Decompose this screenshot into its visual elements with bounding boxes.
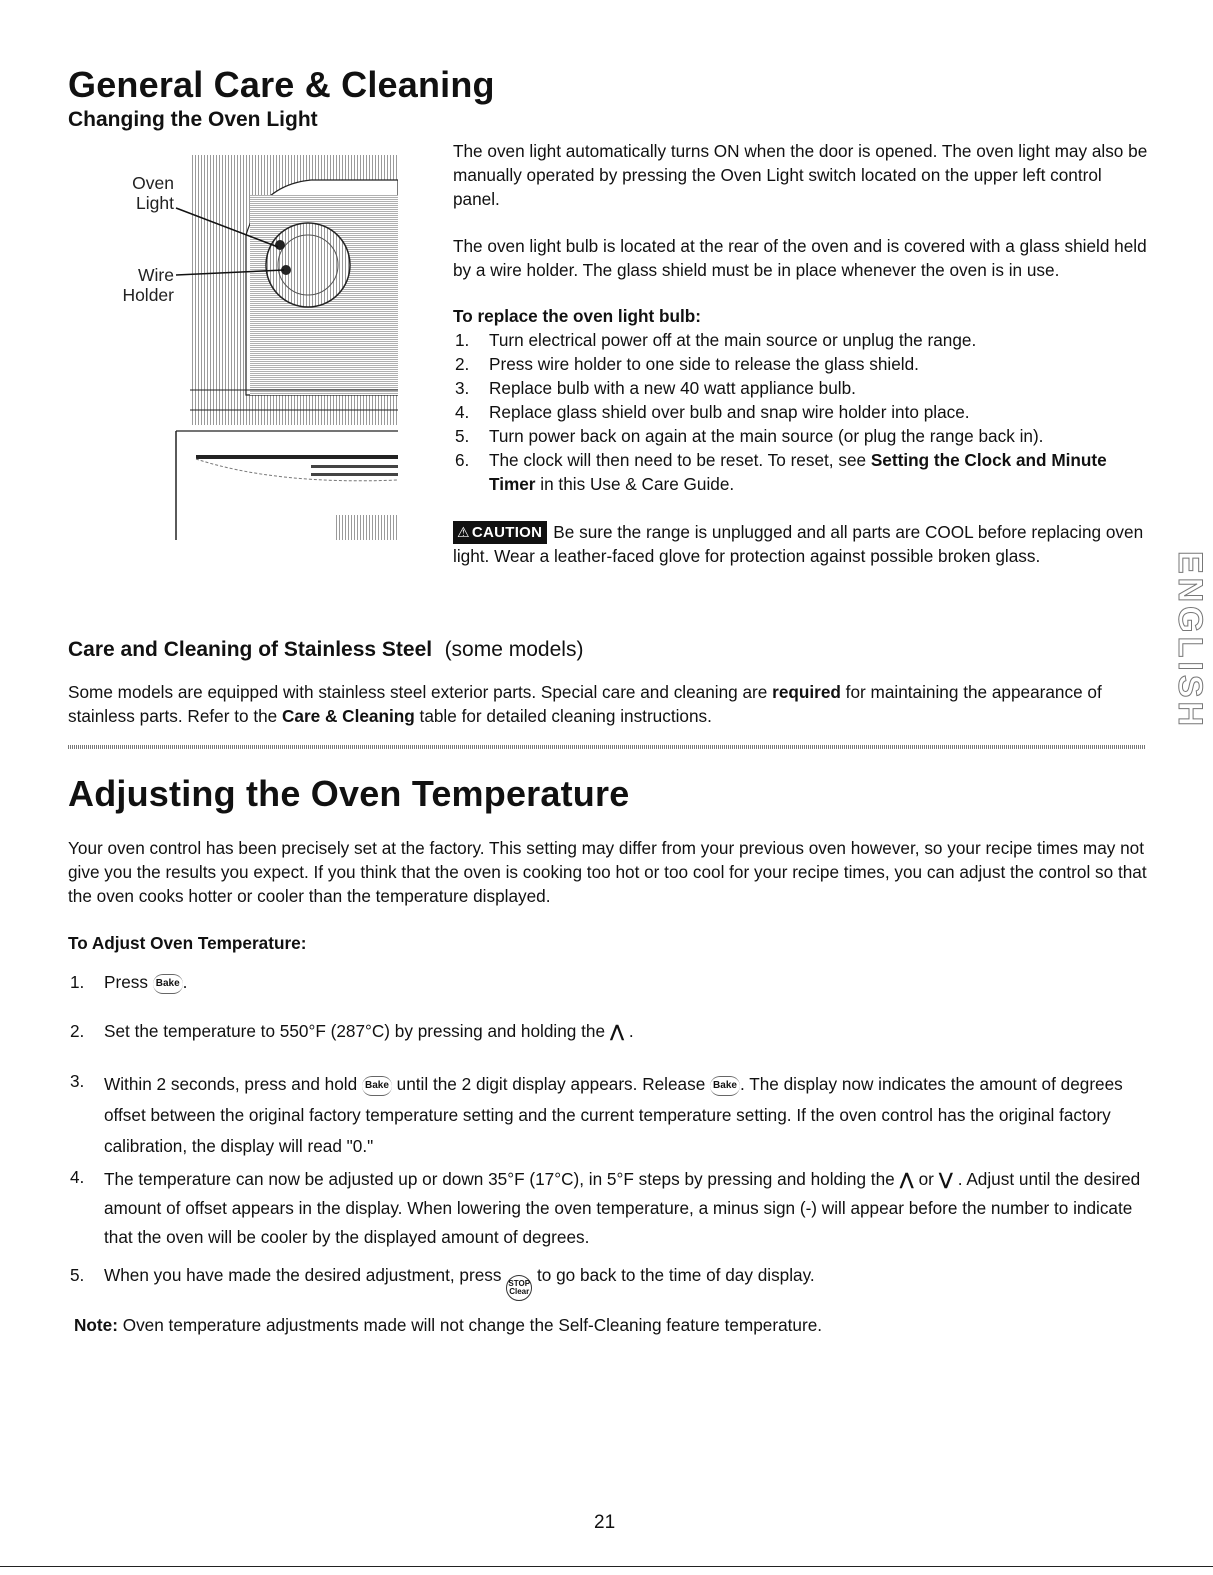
adjust-note: Note: Oven temperature adjustments made will not change the Self-Cleaning feature temperature. <box>74 1315 823 1335</box>
bake-button-icon: Bake <box>710 1076 740 1096</box>
oven-light-label: Oven Light <box>132 173 174 213</box>
list-item: 2. Press wire holder to one side to release the glass shield. <box>455 354 919 374</box>
up-arrow-icon: ⋀ <box>609 1022 625 1041</box>
caution-badge: ⚠ CAUTION <box>453 521 547 544</box>
stainless-heading: Care and Cleaning of Stainless Steel <box>68 638 433 661</box>
adjust-step-1: 1. Press Bake . <box>70 972 188 992</box>
bake-button-icon: Bake <box>153 974 183 994</box>
adjust-step-3: 3. Within 2 seconds, press and hold Bake until the 2 digit display appears. Release Bake . The display now indicates the amount of degrees offset between the original factory temperature setting and the current temperature setting. If the oven control has the original factory calibration, the display will read "0." <box>70 1071 1123 1156</box>
clock-timer-reference: Setting the Clock and Minute Timer <box>489 450 1107 494</box>
adjust-step-2: 2. Set the temperature to 550°F (287°C) by pressing and holding the ⋀ . <box>70 1021 634 1041</box>
stop-clear-button-icon: STOP Clear <box>506 1275 532 1301</box>
page-number: 21 <box>594 1512 616 1533</box>
oven-light-para-2: The oven light bulb is located at the rear of the oven and is covered with a glass shield held by a wire holder. The glass shield must be in place whenever the oven is in use. <box>453 236 1147 280</box>
bake-button-icon: Bake <box>362 1076 392 1096</box>
adjust-step-5: 5. When you have made the desired adjustment, press STOP Clear to go back to the time of day display. <box>68 1263 1148 1301</box>
oven-light-diagram <box>122 155 398 540</box>
stainless-heading-suffix: (some models) <box>444 638 584 661</box>
list-item: 3. Replace bulb with a new 40 watt appliance bulb. <box>455 378 856 398</box>
oven-light-para-1: The oven light automatically turns ON when the door is opened. The oven light may also be manually operated by pressing the Oven Light switch located on the upper left control panel. <box>453 141 1148 209</box>
down-arrow-icon: ⋁ <box>938 1170 953 1189</box>
stainless-section <box>68 638 1148 728</box>
page-title: General Care & Cleaning <box>68 64 495 105</box>
caution-notice: ⚠ CAUTION Be sure the range is unplugged and all parts are COOL before replacing oven light. Wear a leather-faced glove for protection against possible broken glass. <box>453 522 1144 566</box>
page-bottom-rule <box>0 1566 1213 1567</box>
list-item: 4. Replace glass shield over bulb and snap wire holder into place. <box>455 402 970 422</box>
oven-light-text <box>453 139 1148 568</box>
list-item: 1. Turn electrical power off at the main source or unplug the range. <box>455 330 977 350</box>
section-heading-oven-light: Changing the Oven Light <box>68 108 318 131</box>
list-item: 6. The clock will then need to be reset. To reset, see Setting the Clock and Minute Timer in this Use & Care Guide. <box>455 450 1107 494</box>
replace-bulb-steps <box>453 328 1148 496</box>
section-divider <box>68 745 1145 749</box>
stainless-text: Some models are equipped with stainless steel exterior parts. Special care and cleaning are required for maintaining the appearance of stainless parts. Refer to the Care & Cleaning table for detailed cleaning instructions. <box>68 682 1102 726</box>
warning-triangle-icon: ⚠ <box>457 524 470 540</box>
adjust-intro: Your oven control has been precisely set at the factory. This setting may differ from your previous oven however, so your recipe times may not give you the results you expect. If you think that the oven is cooking too hot or too cool for your recipe times, you can adjust the control so that the oven cooks hotter or cooler than the temperature displayed. <box>68 838 1147 906</box>
adjust-sub-heading: To Adjust Oven Temperature: <box>68 933 307 953</box>
up-arrow-icon: ⋀ <box>899 1170 914 1189</box>
wire-holder-label: Wire Holder <box>122 265 174 305</box>
language-tab: ENGLISH <box>1171 550 1210 730</box>
list-item: 5. Turn power back on again at the main source (or plug the range back in). <box>455 426 1044 446</box>
adjust-step-4: 4. The temperature can now be adjusted up or down 35°F (17°C), in 5°F steps by pressing and holding the ⋀ or ⋁ . Adjust until the desired amount of offset appears in the display. When lowering the oven temperature, a minus sign (-) will appear before the number to indicate that the oven will be cooler by the displayed amount of degrees. <box>70 1167 1141 1247</box>
adjust-heading: Adjusting the Oven Temperature <box>68 773 630 814</box>
replace-bulb-heading: To replace the oven light bulb: <box>453 306 701 326</box>
